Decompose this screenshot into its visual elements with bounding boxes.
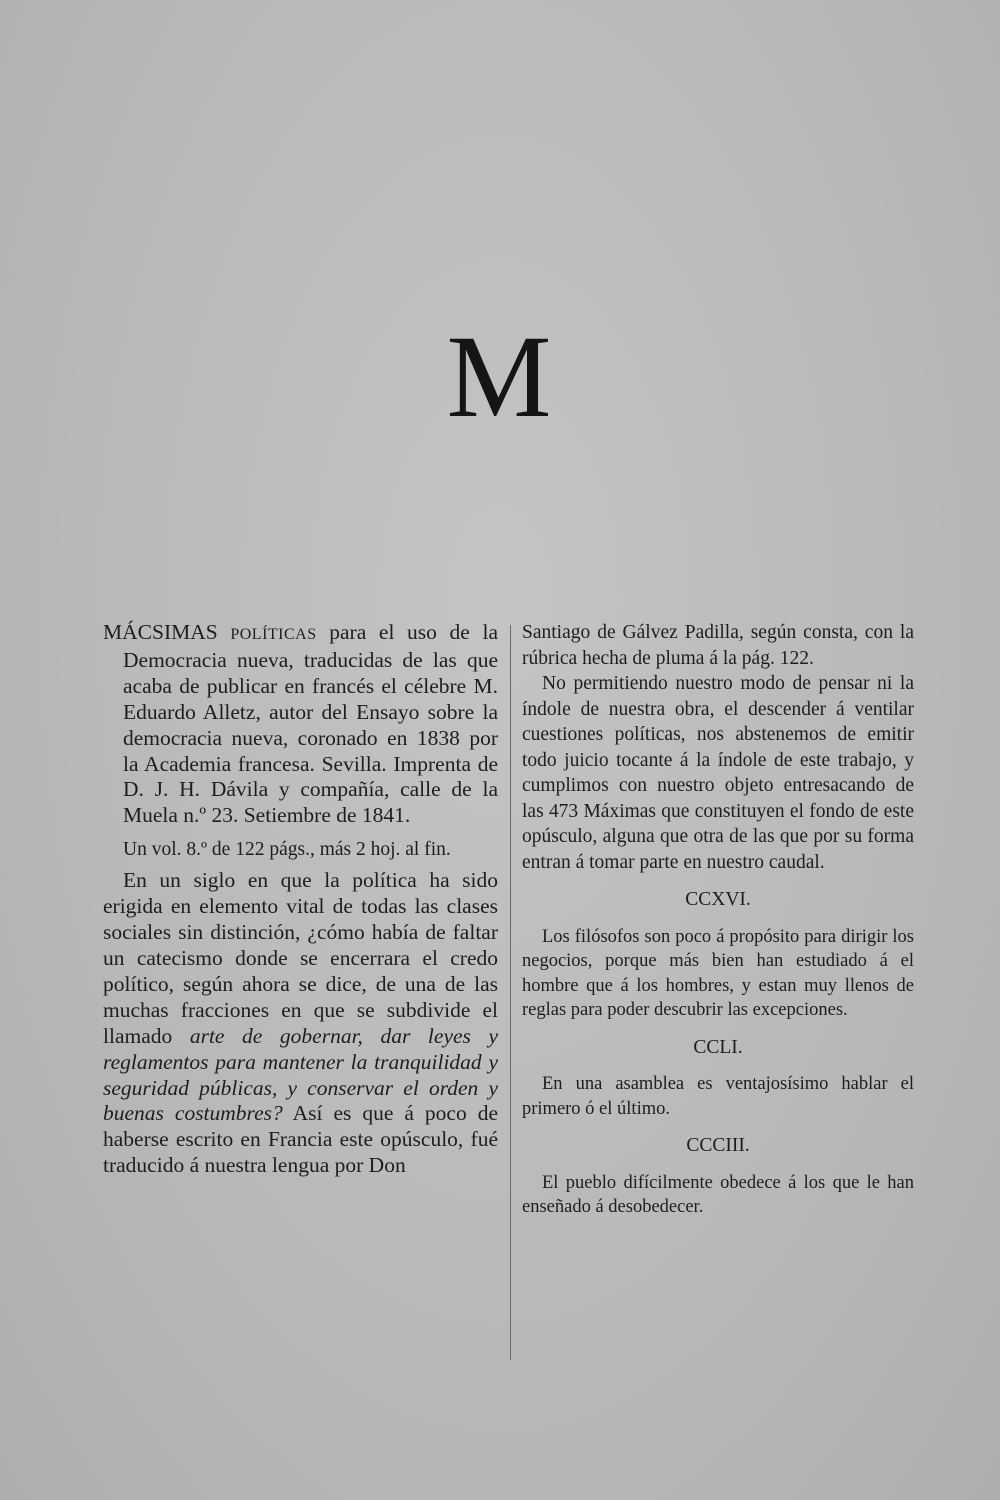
maxim-number: CCXVI. xyxy=(685,889,751,910)
commentary-text-end: Así es que á poco de haberse escrito en Francia este opúsculo, fué traducido á nuestra lengua por Don xyxy=(103,1101,498,1178)
maxim-number: CCLI. xyxy=(693,1036,743,1058)
commentary-paragraph-2: No permitiendo nuestro modo de pensar ni la índole de nuestra obra, el descender á ventilar cuestiones políticas, nos abstenemos de emitir todo juicio tocante á la índole de este trabajo, y cumplimos con nuestro objeto entresacando de las 473 Máximas que constituyen el fondo de este opúsculo, alguna que otra de las que por su forma entran á tomar parte en nuestro caudal. xyxy=(522,673,914,873)
maxim-number: CCCIII. xyxy=(686,1135,750,1156)
right-column xyxy=(522,620,914,1220)
maxim-text: El pueblo difícilmente obedece á los que le han enseñado á desobedecer. xyxy=(522,1172,914,1217)
entry-title-smallcaps: POLÍTICAS xyxy=(230,626,317,643)
commentary-italic: arte de gobernar, dar leyes y reglamentos para mantener la tranquilidad y seguridad públicas, y conservar el orden y buenas costumbres? xyxy=(103,1023,499,1126)
commentary-paragraph xyxy=(103,868,498,1179)
entry-title-rest: para el uso de la Democracia nueva, traducidas de las que acaba de publicar en francés el célebre M. Eduardo Alletz, autor del Ensayo sobre la democracia nueva, coronado en 1838 por la Academia francesa. Sevilla. Imprenta de D. J. H. Dávila y compañía, calle de la Muela n.º 23. Setiembre de 1841. xyxy=(123,620,499,828)
commentary-text: En un siglo en que la política ha sido erigida en elemento vital de todas las clases sociales sin distinción, ¿cómo había de faltar un catecismo donde se encerrara el credo político, según ahora se dice, de una de las muchas fracciones en que se subdivide el llamado xyxy=(103,868,498,1048)
entry-title-word: MÁCSIMAS xyxy=(103,620,218,644)
maxim-text: En una asamblea es ventajosísimo hablar el primero ó el último. xyxy=(522,1074,914,1119)
maxim-text: Los filósofos son poco á propósito para dirigir los negocios, porque más bien han estudiado á el hombre que á los hombres, y estan muy llenos de reglas para poder descubrir las excepciones. xyxy=(522,926,914,1020)
physical-description: Un vol. 8.º de 122 págs., más 2 hoj. al fin. xyxy=(123,839,451,861)
commentary-continuation: Santiago de Gálvez Padilla, según consta, con la rúbrica hecha de pluma á la pág. 122. xyxy=(522,622,914,669)
column-divider xyxy=(510,625,511,1360)
bibliographic-entry xyxy=(103,620,498,829)
section-letter: M xyxy=(446,311,554,442)
left-column xyxy=(103,620,498,1179)
